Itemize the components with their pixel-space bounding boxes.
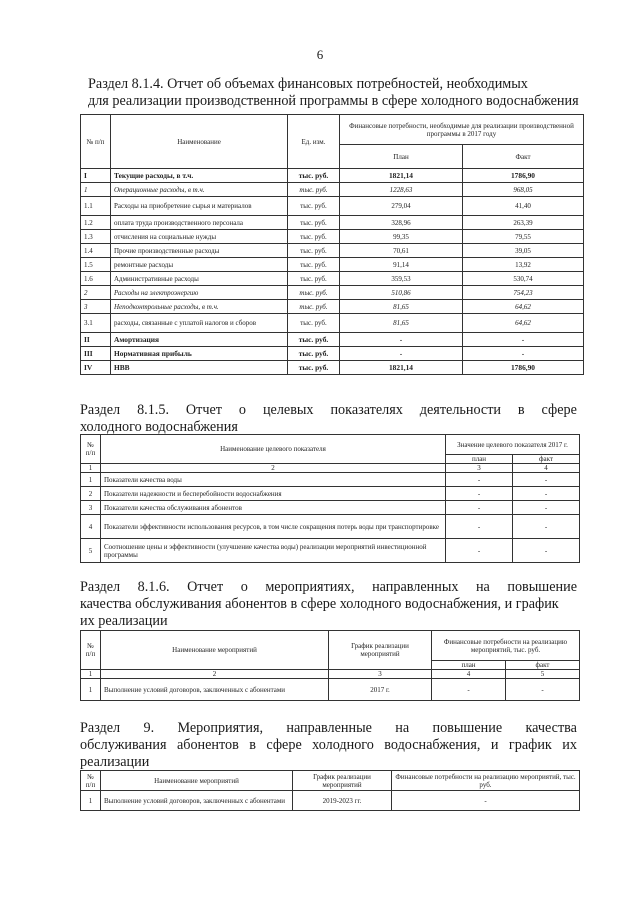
table-row (81, 258, 584, 272)
row-schedule: 2019-2023 гг. (293, 791, 392, 811)
heading-word: о (240, 579, 248, 595)
row-name: ремонтные расходы (111, 258, 288, 272)
table-row (81, 347, 584, 361)
measures-report-table (80, 630, 580, 701)
col-num-header: № п/п (81, 631, 101, 670)
table-row (81, 487, 580, 501)
row-name: Показатели качества воды (101, 473, 446, 487)
row-plan: 1821,14 (340, 169, 463, 183)
financial-needs-table (80, 114, 584, 375)
row-name: Нормативная прибыль (111, 347, 288, 361)
financial-needs-body (81, 169, 584, 375)
row-fact: - (513, 501, 580, 515)
col-index: 1 (81, 464, 101, 473)
row-fact: - (513, 515, 580, 539)
col-value-header: Значение целевого показателя 2017 г. (446, 435, 580, 455)
row-fact: 13,92 (463, 258, 584, 272)
table-row (81, 183, 584, 197)
col-plan-header: план (432, 661, 506, 670)
row-plan: 359,53 (340, 272, 463, 286)
col-index: 3 (446, 464, 513, 473)
row-plan: - (340, 333, 463, 347)
table-row (81, 515, 580, 539)
row-plan: - (446, 487, 513, 501)
heading-word: сфере (541, 402, 577, 418)
row-unit: тыс. руб. (288, 230, 340, 244)
heading-word: и (490, 737, 499, 753)
row-name: Выполнение условий договоров, заключенных с абонентами (101, 679, 329, 701)
heading-line: качества обслуживания абонентов в сфере холодного водоснабжения, и график (80, 596, 559, 612)
row-name: Административные расходы (111, 272, 288, 286)
row-plan: 510,86 (340, 286, 463, 300)
col-name-header: Наименование мероприятий (101, 771, 293, 791)
heading-word: о (238, 402, 247, 418)
col-schedule-header: График реализации мероприятий (329, 631, 432, 670)
row-plan: 1821,14 (340, 361, 463, 375)
col-index: 3 (329, 670, 432, 679)
heading-word: Мероприятия, (177, 720, 264, 736)
row-plan: - (446, 539, 513, 563)
heading-word: 8.1.5. (137, 402, 169, 418)
row-unit: тыс. руб. (288, 183, 340, 197)
row-number: 2 (81, 487, 101, 501)
heading-word: холодного (312, 737, 374, 753)
row-unit: тыс. руб. (288, 300, 340, 314)
col-name-header: Наименование (111, 115, 288, 169)
heading-word: Раздел (80, 579, 121, 595)
row-plan: - (446, 501, 513, 515)
row-number: 1.1 (81, 197, 111, 216)
row-fact: 754,23 (463, 286, 584, 300)
row-fact: 64,62 (463, 314, 584, 333)
row-fact: - (463, 333, 584, 347)
heading-line (80, 720, 577, 737)
row-name: Текущие расходы, в т.ч. (111, 169, 288, 183)
row-unit: тыс. руб. (288, 314, 340, 333)
row-plan: 279,04 (340, 197, 463, 216)
row-number: 1.3 (81, 230, 111, 244)
row-unit: тыс. руб. (288, 197, 340, 216)
row-name: Показатели качества обслуживания абонентов (101, 501, 446, 515)
heading-word: Раздел (80, 720, 121, 736)
row-number: 4 (81, 515, 101, 539)
row-number: 3 (81, 300, 111, 314)
row-number: 1.6 (81, 272, 111, 286)
row-fact: 39,05 (463, 244, 584, 258)
col-need-header: Финансовые потребности, необходимые для реализации производственной программы в 2017 году (340, 115, 584, 145)
col-index: 5 (506, 670, 580, 679)
row-plan: - (432, 679, 506, 701)
heading-word: повышение (432, 720, 503, 736)
col-name-header: Наименование целевого показателя (101, 435, 446, 464)
heading-line: холодного водоснабжения (80, 419, 238, 435)
heading-word: на (395, 720, 410, 736)
col-unit-header: Ед. изм. (288, 115, 340, 169)
row-name: Расходы на электроэнергию (111, 286, 288, 300)
heading-word: направленные (286, 720, 372, 736)
row-plan: 81,65 (340, 300, 463, 314)
heading-word: целевых (262, 402, 314, 418)
row-fact: - (513, 539, 580, 563)
row-name: Показатели надежности и бесперебойности водоснабжения (101, 487, 446, 501)
col-fact-header: факт (513, 455, 580, 464)
row-plan: 99,35 (340, 230, 463, 244)
heading-word: 9. (143, 720, 155, 736)
col-index: 1 (81, 670, 101, 679)
col-num-header: № п/п (81, 435, 101, 464)
row-number: III (81, 347, 111, 361)
row-plan: 328,96 (340, 216, 463, 230)
row-fact: 1786,90 (463, 361, 584, 375)
table-row (81, 197, 584, 216)
row-fact: 968,05 (463, 183, 584, 197)
row-plan: 91,14 (340, 258, 463, 272)
heading-word: повышение (507, 579, 577, 595)
col-num-header: № п/п (81, 115, 111, 169)
row-plan: - (446, 515, 513, 539)
row-number: 1 (81, 679, 101, 701)
row-name: НВВ (111, 361, 288, 375)
row-name: расходы, связанные с уплатой налогов и сборов (111, 314, 288, 333)
col-index: 2 (101, 670, 329, 679)
table-row (81, 272, 584, 286)
row-fact: 1786,90 (463, 169, 584, 183)
row-unit: тыс. руб. (288, 272, 340, 286)
heading-line (80, 579, 577, 596)
col-need-header: Финансовые потребности на реализацию мероприятий, тыс. руб. (392, 771, 580, 791)
heading-word: в (249, 737, 256, 753)
row-name: Прочие производственные расходы (111, 244, 288, 258)
row-number: 1.2 (81, 216, 111, 230)
heading-line (80, 737, 577, 754)
row-unit: тыс. руб. (288, 216, 340, 230)
row-unit: тыс. руб. (288, 258, 340, 272)
heading-line (80, 402, 577, 419)
col-fact-header: Факт (463, 145, 584, 169)
row-fact: 64,62 (463, 300, 584, 314)
row-schedule: 2017 г. (329, 679, 432, 701)
row-name: отчисления на социальные нужды (111, 230, 288, 244)
col-name-header: Наименование мероприятий (101, 631, 329, 670)
row-unit: тыс. руб. (288, 361, 340, 375)
heading-line: реализации (80, 754, 150, 770)
table-row (81, 361, 584, 375)
heading-line: для реализации производственной программы в сфере холодного водоснабжения (88, 93, 579, 109)
table-row (81, 539, 580, 563)
row-number: 1 (81, 791, 101, 811)
col-index: 4 (513, 464, 580, 473)
row-number: IV (81, 361, 111, 375)
row-name: Соотношение цены и эффективности (улучшение качества воды) реализации мероприятий инвестиционной программы (101, 539, 446, 563)
heading-word: мероприятиях, (265, 579, 355, 595)
row-number: 3.1 (81, 314, 111, 333)
table-row (81, 473, 580, 487)
col-plan-header: план (446, 455, 513, 464)
row-need: - (392, 791, 580, 811)
table-row (81, 791, 580, 811)
heading-word: сфере (266, 737, 302, 753)
heading-word: Раздел (80, 402, 121, 418)
heading-word: Отчет (187, 579, 224, 595)
row-unit: тыс. руб. (288, 286, 340, 300)
row-number: II (81, 333, 111, 347)
row-fact: 79,55 (463, 230, 584, 244)
row-unit: тыс. руб. (288, 333, 340, 347)
heading-word: на (475, 579, 490, 595)
row-number: 1.5 (81, 258, 111, 272)
heading-word: показателях (330, 402, 403, 418)
row-fact: 41,40 (463, 197, 584, 216)
col-fact-header: факт (506, 661, 580, 670)
row-plan: 70,61 (340, 244, 463, 258)
row-fact: - (513, 487, 580, 501)
heading-word: водоснабжения, (384, 737, 481, 753)
row-fact: - (506, 679, 580, 701)
row-plan: - (340, 347, 463, 361)
row-unit: тыс. руб. (288, 244, 340, 258)
row-plan: 1228,63 (340, 183, 463, 197)
heading-word: деятельности (419, 402, 501, 418)
table-row (81, 679, 580, 701)
col-plan-header: План (340, 145, 463, 169)
section-9-heading (80, 720, 577, 771)
row-number: 5 (81, 539, 101, 563)
row-name: Расходы на приобретение сырья и материалов (111, 197, 288, 216)
row-name: Неподконтрольные расходы, в т.ч. (111, 300, 288, 314)
row-name: Показатели эффективности использования ресурсов, в том числе сокращения потерь воды при транспортировке (101, 515, 446, 539)
table-row (81, 314, 584, 333)
heading-line: их реализации (80, 613, 168, 629)
row-name: Амортизация (111, 333, 288, 347)
page-number: 6 (316, 47, 324, 62)
row-fact: 263,39 (463, 216, 584, 230)
heading-word: качества (525, 720, 577, 736)
table-row (81, 286, 584, 300)
row-unit: тыс. руб. (288, 169, 340, 183)
row-number: 2 (81, 286, 111, 300)
table-row (81, 300, 584, 314)
measures-schedule-table (80, 770, 580, 811)
row-number: 1 (81, 473, 101, 487)
col-index: 4 (432, 670, 506, 679)
col-schedule-header: График реализации мероприятий (293, 771, 392, 791)
row-number: 1.4 (81, 244, 111, 258)
row-number: 1 (81, 183, 111, 197)
table-row (81, 169, 584, 183)
row-name: Операционные расходы, в т.ч. (111, 183, 288, 197)
section-8-1-4-heading (88, 76, 578, 110)
col-num-header: № п/п (81, 771, 101, 791)
heading-word: их (562, 737, 577, 753)
row-number: I (81, 169, 111, 183)
col-need-header: Финансовые потребности на реализацию мероприятий, тыс. руб. (432, 631, 580, 661)
table-row (81, 333, 584, 347)
heading-word: абонентов (176, 737, 239, 753)
row-fact: - (513, 473, 580, 487)
row-number: 3 (81, 501, 101, 515)
heading-word: в (517, 402, 525, 418)
target-indicators-body (81, 473, 580, 563)
table-row (81, 216, 584, 230)
heading-word: 8.1.6. (137, 579, 170, 595)
table-row (81, 230, 584, 244)
row-name: оплата труда производственного персонала (111, 216, 288, 230)
heading-word: направленных (372, 579, 459, 595)
row-fact: - (463, 347, 584, 361)
heading-word: Отчет (185, 402, 222, 418)
row-unit: тыс. руб. (288, 347, 340, 361)
target-indicators-table (80, 434, 580, 563)
section-8-1-6-heading (80, 579, 577, 630)
heading-word: график (508, 737, 552, 753)
table-row (81, 501, 580, 515)
row-plan: 81,65 (340, 314, 463, 333)
section-8-1-5-heading (80, 402, 577, 436)
col-index: 2 (101, 464, 446, 473)
row-fact: 530,74 (463, 272, 584, 286)
heading-word: обслуживания (80, 737, 167, 753)
table-row (81, 244, 584, 258)
heading-line: Раздел 8.1.4. Отчет об объемах финансовых потребностей, необходимых (88, 76, 528, 92)
row-plan: - (446, 473, 513, 487)
row-name: Выполнение условий договоров, заключенных с абонентами (101, 791, 293, 811)
